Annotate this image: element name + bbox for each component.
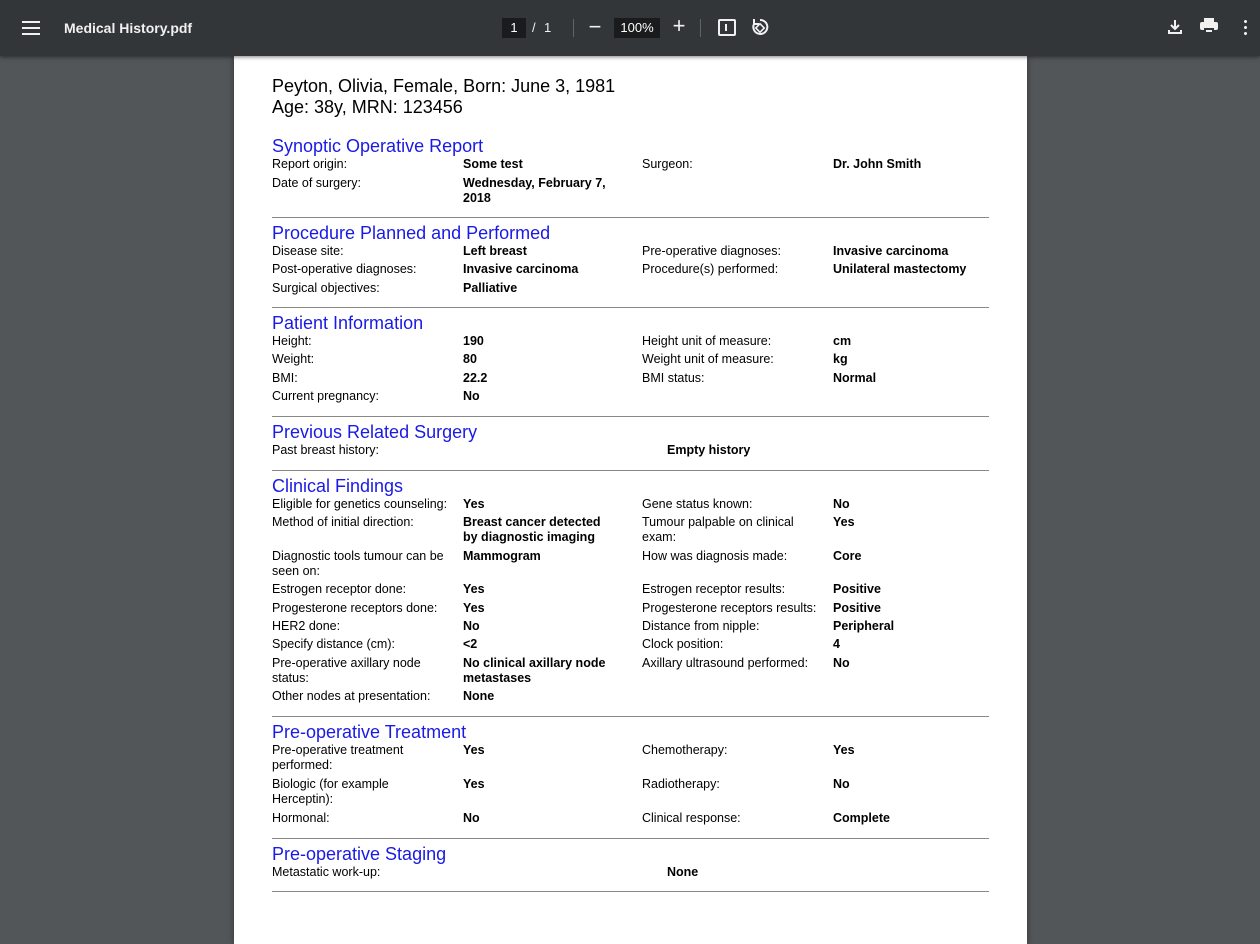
- field-label: Height unit of measure:: [642, 334, 772, 348]
- field-label: Height:: [272, 334, 312, 348]
- field-value: Breast cancer detected by diagnostic imaging: [463, 515, 601, 544]
- field-value: Mammogram: [463, 549, 541, 563]
- field-value: 22.2: [463, 371, 488, 385]
- field-value: Yes: [463, 601, 485, 615]
- field-label: Gene status known:: [642, 497, 753, 511]
- field-label: Weight:: [272, 352, 315, 366]
- field-label: Tumour palpable on clinical exam:: [642, 515, 794, 544]
- toolbar-divider: [573, 19, 574, 37]
- field-value: No clinical axillary node metastases: [463, 656, 606, 685]
- field-label: Current pregnancy:: [272, 389, 380, 403]
- field-label: Estrogen receptor done:: [272, 582, 407, 596]
- section-clinical-findings: [272, 475, 989, 717]
- field-label: Metastatic work-up:: [272, 865, 381, 879]
- field-label: Procedure(s) performed:: [642, 262, 779, 276]
- section-title: Clinical Findings: [272, 476, 404, 496]
- toolbar-divider: [700, 19, 701, 37]
- field-value: No: [463, 619, 480, 633]
- print-icon[interactable]: [1200, 18, 1218, 34]
- field-label: Past breast history:: [272, 443, 379, 457]
- field-label: Chemotherapy:: [642, 743, 728, 757]
- field-label: Clock position:: [642, 637, 724, 651]
- field-value: Positive: [833, 582, 881, 596]
- section-preop-treatment: [272, 721, 989, 839]
- patient-age-line: Age: 38y, MRN: 123456: [272, 97, 463, 117]
- section-synoptic: [272, 135, 989, 218]
- field-label: Clinical response:: [642, 811, 741, 825]
- section-divider: [272, 838, 989, 839]
- field-label: Biologic (for example Herceptin):: [272, 777, 389, 806]
- field-value: <2: [463, 637, 478, 651]
- field-value: No: [833, 777, 850, 791]
- field-value: None: [667, 865, 699, 879]
- section-divider: [272, 217, 989, 218]
- field-label: Method of initial direction:: [272, 515, 414, 529]
- field-label: Pre-operative axillary node status:: [272, 656, 421, 685]
- zoom-in-icon[interactable]: +: [672, 13, 686, 38]
- total-pages: 1: [544, 20, 552, 35]
- field-label: Eligible for genetics counseling:: [272, 497, 448, 511]
- zoom-out-icon[interactable]: −: [588, 14, 602, 39]
- pdf-toolbar: [0, 0, 1260, 56]
- field-value: Peripheral: [833, 619, 895, 633]
- field-value: No: [833, 656, 850, 670]
- field-value: None: [463, 689, 495, 703]
- field-label: Weight unit of measure:: [642, 352, 774, 366]
- field-value: Empty history: [667, 443, 751, 457]
- section-title: Previous Related Surgery: [272, 422, 478, 442]
- section-title: Procedure Planned and Performed: [272, 223, 551, 243]
- field-label: Surgical objectives:: [272, 281, 380, 295]
- menu-icon[interactable]: [22, 19, 40, 37]
- section-patient-information: [272, 312, 989, 417]
- page-separator: /: [532, 20, 536, 35]
- field-label: Pre-operative diagnoses:: [642, 244, 781, 258]
- field-label: Other nodes at presentation:: [272, 689, 431, 703]
- field-label: Progesterone receptors done:: [272, 601, 438, 615]
- field-label: Date of surgery:: [272, 176, 361, 190]
- field-label: Report origin:: [272, 157, 348, 171]
- field-value: Normal: [833, 371, 877, 385]
- field-label: How was diagnosis made:: [642, 549, 788, 563]
- field-label: Diagnostic tools tumour can be seen on:: [272, 549, 444, 578]
- field-value: Palliative: [463, 281, 518, 295]
- field-value: 80: [463, 352, 477, 366]
- field-value: Positive: [833, 601, 881, 615]
- section-divider: [272, 470, 989, 471]
- field-label: BMI:: [272, 371, 298, 385]
- section-divider: [272, 416, 989, 417]
- field-value: No: [463, 811, 480, 825]
- field-label: Hormonal:: [272, 811, 330, 825]
- field-label: Progesterone receptors results:: [642, 601, 817, 615]
- field-label: Estrogen receptor results:: [642, 582, 786, 596]
- field-label: HER2 done:: [272, 619, 341, 633]
- zoom-input[interactable]: 100%: [614, 18, 660, 38]
- field-value: Yes: [463, 743, 485, 757]
- rotate-icon[interactable]: [749, 17, 771, 39]
- section-divider: [272, 716, 989, 717]
- field-value: Yes: [833, 515, 855, 529]
- field-value: Yes: [463, 497, 485, 511]
- section-previous-surgery: [272, 421, 989, 471]
- field-value: Left breast: [463, 244, 527, 258]
- field-value: Some test: [463, 157, 523, 171]
- field-value: Yes: [833, 743, 855, 757]
- field-value: Core: [833, 549, 862, 563]
- field-value: 4: [833, 637, 840, 651]
- patient-name-line: Peyton, Olivia, Female, Born: June 3, 1981: [272, 76, 616, 96]
- field-label: Disease site:: [272, 244, 344, 258]
- section-divider: [272, 891, 989, 892]
- field-value: Yes: [463, 582, 485, 596]
- field-label: Radiotherapy:: [642, 777, 720, 791]
- field-value: No: [833, 497, 850, 511]
- field-label: Axillary ultrasound performed:: [642, 656, 809, 670]
- field-label: Distance from nipple:: [642, 619, 760, 633]
- field-value: 190: [463, 334, 484, 348]
- field-label: BMI status:: [642, 371, 705, 385]
- field-value: Invasive carcinoma: [833, 244, 949, 258]
- document-title: Medical History.pdf: [64, 20, 193, 36]
- section-title: Pre-operative Treatment: [272, 722, 467, 742]
- pdf-page: [234, 56, 1027, 944]
- field-value: Wednesday, February 7, 2018: [463, 176, 606, 205]
- field-label: Surgeon:: [642, 157, 693, 171]
- section-procedure: [272, 222, 989, 308]
- more-options-icon[interactable]: [1238, 18, 1254, 38]
- current-page-input[interactable]: 1: [502, 18, 526, 38]
- field-value: Invasive carcinoma: [463, 262, 579, 276]
- field-value: Unilateral mastectomy: [833, 262, 967, 276]
- field-label: Post-operative diagnoses:: [272, 262, 417, 276]
- section-title: Synoptic Operative Report: [272, 136, 484, 156]
- field-label: Pre-operative treatment performed:: [272, 743, 404, 772]
- section-title: Patient Information: [272, 313, 424, 333]
- field-value: No: [463, 389, 480, 403]
- section-title: Pre-operative Staging: [272, 844, 447, 864]
- field-value: kg: [833, 352, 848, 366]
- field-value: Dr. John Smith: [833, 157, 922, 171]
- section-preop-staging: [272, 843, 989, 892]
- section-divider: [272, 307, 989, 308]
- field-value: Complete: [833, 811, 890, 825]
- field-label: Specify distance (cm):: [272, 637, 395, 651]
- document-content: [272, 76, 989, 892]
- field-value: Yes: [463, 777, 485, 791]
- download-icon[interactable]: [1164, 17, 1186, 39]
- field-value: cm: [833, 334, 852, 348]
- fit-to-page-icon[interactable]: [718, 19, 736, 36]
